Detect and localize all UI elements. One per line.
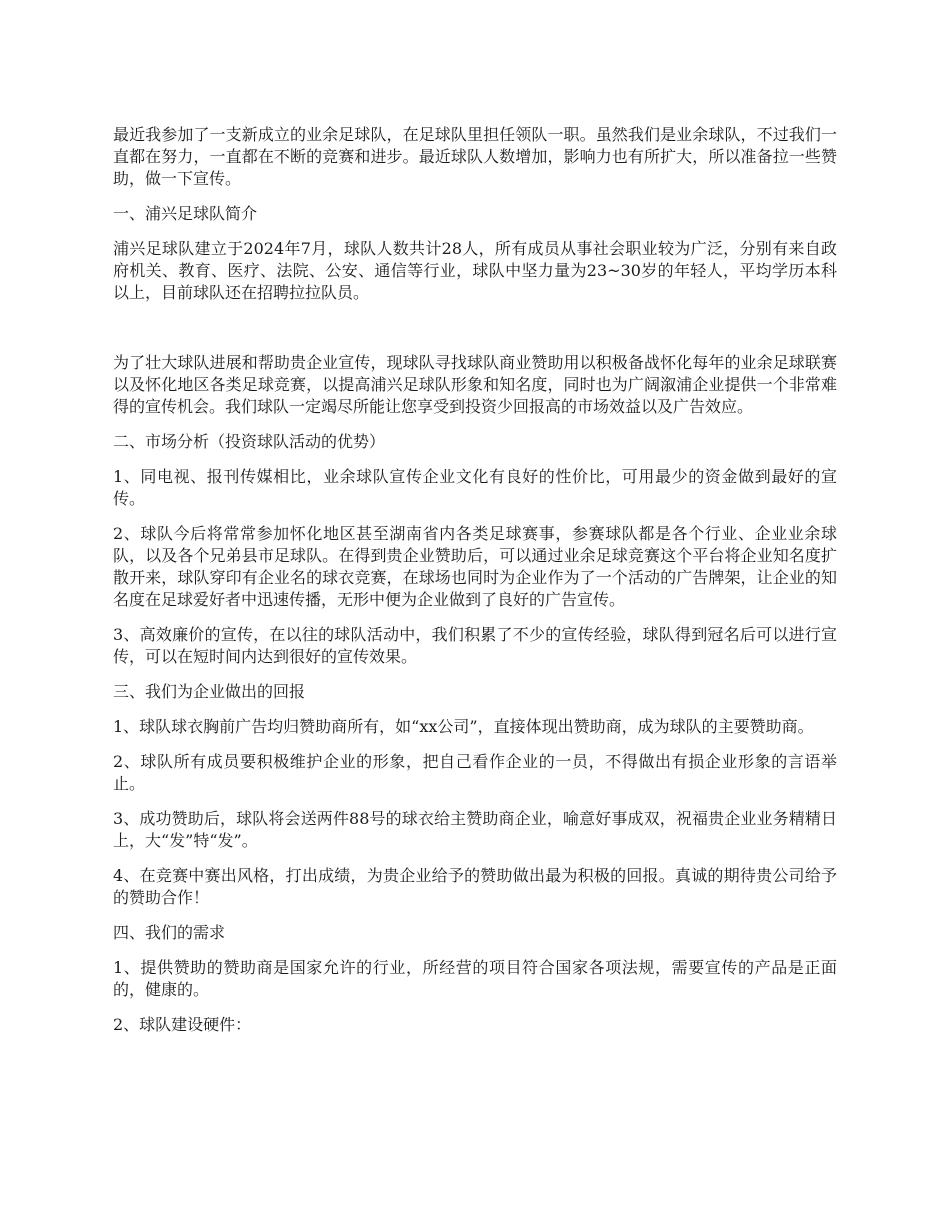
returns-item-4: 4、在竞赛中赛出风格，打出成绩，为贵企业给予的赞助做出最为积极的回报。真诚的期待贵公司给予的赞助合作！ [113, 866, 837, 907]
sponsorship-purpose-paragraph: 为了壮大球队进展和帮助贵企业宣传，现球队寻找球队商业赞助用以积极备战怀化每年的业余足球联赛以及怀化地区各类足球竞赛，以提高浦兴足球队形象和知名度，同时也为广阔溆浦企业提供一个非常难得的宣传机会。我们球队一定竭尽所能让您享受到投资少回报高的市场效益以及广告效应。 [113, 353, 837, 416]
section-heading-needs: 四、我们的需求 [113, 923, 226, 942]
returns-item-1: 1、球队球衣胸前广告均归赞助商所有，如“xx公司”，直接体现出赞助商，成为球队的主要赞助商。 [113, 717, 814, 736]
market-analysis-item-2: 2、球队今后将常常参加怀化地区甚至湖南省内各类足球赛事，参赛球队都是各个行业、企业业余球队，以及各个兄弟县市足球队。在得到贵企业赞助后，可以通过业余足球竞赛这个平台将企业知名度扩散开来，球队穿印有企业名的球衣竞赛，在球场也同时为企业作为了一个活动的广告牌架，让企业的知名度在足球爱好者中迅速传播，无形中便为企业做到了良好的广告宣传。 [113, 524, 837, 609]
market-analysis-item-1: 1、同电视、报刊传媒相比，业余球队宣传企业文化有良好的性价比，可用最少的资金做到最好的宣传。 [113, 467, 837, 508]
returns-item-2: 2、球队所有成员要积极维护企业的形象，把自己看作企业的一员，不得做出有损企业形象的言语举止。 [113, 752, 837, 793]
intro-paragraph: 最近我参加了一支新成立的业余足球队，在足球队里担任领队一职。虽然我们是业余球队，不过我们一直都在努力，一直都在不断的竞赛和进步。最近球队人数增加，影响力也有所扩大，所以准备拉一些赞助，做一下宣传。 [113, 125, 837, 188]
section-heading-team-intro: 一、浦兴足球队简介 [113, 204, 258, 223]
blank-paragraph [113, 317, 837, 339]
section-heading-returns: 三、我们为企业做出的回报 [113, 682, 306, 701]
section-heading-market-analysis: 二、市场分析（投资球队活动的优势） [113, 432, 386, 451]
returns-item-3: 3、成功赞助后，球队将会送两件88号的球衣给主赞助商企业，喻意好事成双，祝福贵企业业务精精日上，大“发”特“发”。 [113, 809, 837, 850]
document-body [113, 124, 837, 1049]
needs-item-1: 1、提供赞助的赞助商是国家允许的行业，所经营的项目符合国家各项法规，需要宣传的产品是正面的，健康的。 [113, 958, 837, 999]
team-intro-paragraph: 浦兴足球队建立于2024年7月，球队人数共计28人，所有成员从事社会职业较为广泛，分别有来自政府机关、教育、医疗、法院、公安、通信等行业，球队中坚力量为23~30岁的年轻人，平均学历本科以上，目前球队还在招聘拉拉队员。 [113, 239, 837, 302]
needs-item-2: 2、球队建设硬件： [113, 1015, 252, 1034]
market-analysis-item-3: 3、高效廉价的宣传，在以往的球队活动中，我们积累了不少的宣传经验，球队得到冠名后可以进行宣传，可以在短时间内达到很好的宣传效果。 [113, 625, 837, 666]
